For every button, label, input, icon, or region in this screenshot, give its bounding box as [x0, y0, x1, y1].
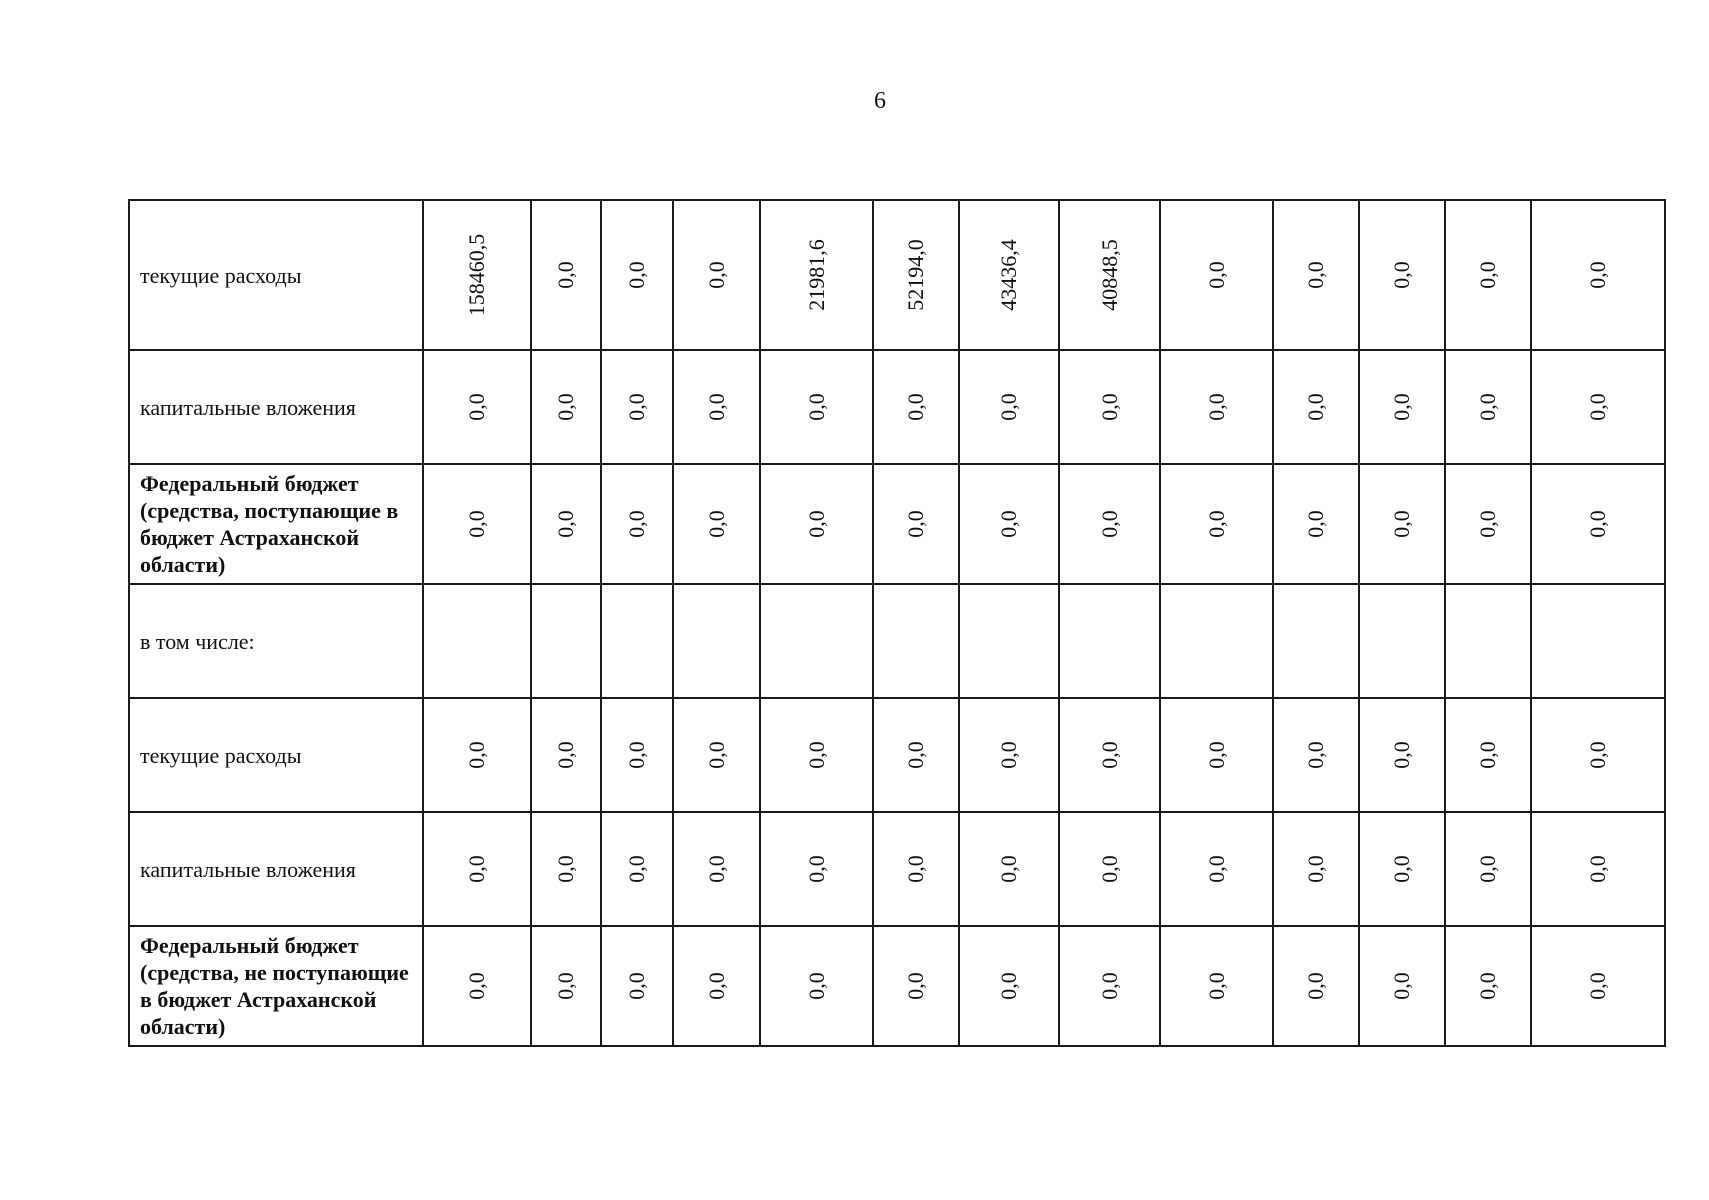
- cell-value: 0,0: [464, 855, 489, 883]
- value-cell: [1445, 584, 1531, 698]
- cell-value: 0,0: [1389, 972, 1414, 1000]
- value-cell: [601, 584, 673, 698]
- cell-value: 0,0: [1203, 741, 1229, 769]
- value-cell: [601, 350, 673, 464]
- cell-value: 0,0: [1203, 510, 1229, 538]
- cell-value: 0,0: [1389, 393, 1414, 421]
- value-cell: [531, 200, 601, 350]
- value-cell: [601, 464, 673, 584]
- cell-value: 0,0: [553, 741, 578, 769]
- cell-value: 0,0: [1203, 261, 1229, 289]
- table-row: [129, 698, 1665, 812]
- value-cell: [873, 584, 959, 698]
- value-cell: [1059, 200, 1160, 350]
- cell-value: 0,0: [903, 972, 928, 1000]
- value-cell: [1273, 584, 1359, 698]
- cell-value: 0,0: [1389, 741, 1414, 769]
- cell-value: 0,0: [803, 855, 829, 883]
- cell-value: 0,0: [1585, 855, 1610, 883]
- value-cell: [959, 926, 1059, 1046]
- cell-value: 52194,0: [903, 239, 928, 311]
- table-row: [129, 584, 1665, 698]
- cell-value: 43436,4: [996, 239, 1021, 311]
- cell-value: 0,0: [1475, 741, 1500, 769]
- value-cell: [760, 698, 873, 812]
- row-label: Федеральный бюджет (средства, не поступающие в бюджет Астраханской области): [129, 926, 423, 1046]
- value-cell: [1531, 464, 1665, 584]
- value-cell: [1160, 698, 1273, 812]
- value-cell: [1359, 698, 1445, 812]
- value-cell: [673, 200, 760, 350]
- value-cell: [873, 350, 959, 464]
- value-cell: [760, 464, 873, 584]
- budget-table: [128, 199, 1666, 1047]
- value-cell: [1359, 584, 1445, 698]
- value-cell: [1059, 350, 1160, 464]
- cell-value: 0,0: [703, 972, 729, 1000]
- value-cell: [423, 464, 531, 584]
- value-cell: [1531, 926, 1665, 1046]
- value-cell: [1273, 812, 1359, 926]
- cell-value: 0,0: [1096, 510, 1122, 538]
- value-cell: [601, 200, 673, 350]
- value-cell: [1273, 350, 1359, 464]
- value-cell: [1273, 698, 1359, 812]
- value-cell: [673, 926, 760, 1046]
- cell-value: 0,0: [1303, 393, 1328, 421]
- cell-value: 0,0: [1585, 741, 1610, 769]
- value-cell: [959, 464, 1059, 584]
- value-cell: [423, 926, 531, 1046]
- cell-value: 0,0: [1475, 261, 1500, 289]
- row-label: Федеральный бюджет (средства, поступающие в бюджет Астраханской области): [129, 464, 423, 584]
- value-cell: [959, 698, 1059, 812]
- value-cell: [673, 350, 760, 464]
- cell-value: 158460,5: [464, 233, 489, 317]
- value-cell: [1531, 812, 1665, 926]
- value-cell: [1359, 812, 1445, 926]
- value-cell: [1359, 350, 1445, 464]
- value-cell: [673, 698, 760, 812]
- cell-value: 0,0: [1303, 855, 1328, 883]
- value-cell: [1445, 350, 1531, 464]
- value-cell: [1445, 926, 1531, 1046]
- value-cell: [873, 200, 959, 350]
- value-cell: [873, 812, 959, 926]
- cell-value: 0,0: [996, 510, 1021, 538]
- table-body: [129, 200, 1665, 1046]
- value-cell: [959, 584, 1059, 698]
- row-label: текущие расходы: [129, 698, 423, 812]
- table-row: [129, 926, 1665, 1046]
- value-cell: [760, 812, 873, 926]
- cell-value: 0,0: [624, 972, 649, 1000]
- cell-value: 40848,5: [1096, 239, 1122, 311]
- cell-value: 0,0: [1585, 261, 1610, 289]
- cell-value: 0,0: [996, 972, 1021, 1000]
- value-cell: [1273, 200, 1359, 350]
- value-cell: [1531, 698, 1665, 812]
- cell-value: 0,0: [1475, 510, 1500, 538]
- value-cell: [1359, 200, 1445, 350]
- cell-value: 0,0: [996, 855, 1021, 883]
- value-cell: [673, 464, 760, 584]
- value-cell: [1160, 200, 1273, 350]
- value-cell: [1059, 926, 1160, 1046]
- cell-value: 0,0: [803, 741, 829, 769]
- cell-value: 0,0: [464, 510, 489, 538]
- cell-value: 0,0: [624, 393, 649, 421]
- row-label: в том числе:: [129, 584, 423, 698]
- cell-value: 0,0: [1475, 393, 1500, 421]
- cell-value: 0,0: [703, 261, 729, 289]
- value-cell: [423, 584, 531, 698]
- value-cell: [1160, 926, 1273, 1046]
- cell-value: 0,0: [1389, 261, 1414, 289]
- value-cell: [601, 698, 673, 812]
- cell-value: 0,0: [1203, 393, 1229, 421]
- value-cell: [1160, 584, 1273, 698]
- cell-value: 0,0: [624, 261, 649, 289]
- cell-value: 0,0: [1475, 855, 1500, 883]
- cell-value: 0,0: [1303, 741, 1328, 769]
- table-row: [129, 350, 1665, 464]
- value-cell: [601, 926, 673, 1046]
- row-label: текущие расходы: [129, 200, 423, 350]
- cell-value: 0,0: [624, 855, 649, 883]
- cell-value: 0,0: [464, 972, 489, 1000]
- cell-value: 0,0: [903, 741, 928, 769]
- cell-value: 0,0: [1096, 741, 1122, 769]
- cell-value: 0,0: [624, 510, 649, 538]
- value-cell: [959, 350, 1059, 464]
- value-cell: [1160, 464, 1273, 584]
- value-cell: [531, 812, 601, 926]
- value-cell: [1445, 200, 1531, 350]
- value-cell: [531, 926, 601, 1046]
- cell-value: 0,0: [1389, 855, 1414, 883]
- value-cell: [673, 812, 760, 926]
- value-cell: [873, 464, 959, 584]
- cell-value: 0,0: [1096, 972, 1122, 1000]
- cell-value: 0,0: [553, 510, 578, 538]
- value-cell: [959, 200, 1059, 350]
- cell-value: 0,0: [803, 393, 829, 421]
- value-cell: [873, 926, 959, 1046]
- table-row: [129, 464, 1665, 584]
- cell-value: 0,0: [1203, 855, 1229, 883]
- value-cell: [601, 812, 673, 926]
- value-cell: [1531, 350, 1665, 464]
- value-cell: [531, 464, 601, 584]
- value-cell: [760, 350, 873, 464]
- cell-value: 0,0: [1203, 972, 1229, 1000]
- value-cell: [1531, 584, 1665, 698]
- cell-value: 0,0: [553, 972, 578, 1000]
- value-cell: [1059, 812, 1160, 926]
- value-cell: [531, 584, 601, 698]
- cell-value: 0,0: [1585, 393, 1610, 421]
- value-cell: [423, 350, 531, 464]
- cell-value: 0,0: [553, 855, 578, 883]
- value-cell: [1160, 812, 1273, 926]
- cell-value: 0,0: [1303, 261, 1328, 289]
- value-cell: [531, 698, 601, 812]
- value-cell: [423, 698, 531, 812]
- value-cell: [1445, 698, 1531, 812]
- value-cell: [1531, 200, 1665, 350]
- value-cell: [1359, 926, 1445, 1046]
- cell-value: 0,0: [464, 393, 489, 421]
- row-label: капитальные вложения: [129, 350, 423, 464]
- cell-value: 0,0: [703, 741, 729, 769]
- cell-value: 0,0: [1389, 510, 1414, 538]
- cell-value: 0,0: [703, 393, 729, 421]
- value-cell: [531, 350, 601, 464]
- cell-value: 0,0: [464, 741, 489, 769]
- page-number: 6: [874, 88, 886, 114]
- cell-value: 0,0: [803, 972, 829, 1000]
- table-row: [129, 200, 1665, 350]
- cell-value: 0,0: [1303, 510, 1328, 538]
- cell-value: 0,0: [996, 741, 1021, 769]
- cell-value: 0,0: [624, 741, 649, 769]
- cell-value: 0,0: [1096, 393, 1122, 421]
- cell-value: 0,0: [703, 855, 729, 883]
- value-cell: [760, 926, 873, 1046]
- value-cell: [1059, 464, 1160, 584]
- value-cell: [1273, 926, 1359, 1046]
- value-cell: [1445, 812, 1531, 926]
- cell-value: 0,0: [996, 393, 1021, 421]
- value-cell: [423, 200, 531, 350]
- cell-value: 0,0: [903, 393, 928, 421]
- cell-value: 0,0: [553, 393, 578, 421]
- value-cell: [760, 584, 873, 698]
- value-cell: [1160, 350, 1273, 464]
- value-cell: [1059, 584, 1160, 698]
- table-row: [129, 812, 1665, 926]
- cell-value: 0,0: [1475, 972, 1500, 1000]
- cell-value: 0,0: [1585, 510, 1610, 538]
- value-cell: [1273, 464, 1359, 584]
- value-cell: [873, 698, 959, 812]
- cell-value: 0,0: [903, 510, 928, 538]
- cell-value: 21981,6: [803, 239, 829, 311]
- cell-value: 0,0: [553, 261, 578, 289]
- row-label: капитальные вложения: [129, 812, 423, 926]
- value-cell: [1445, 464, 1531, 584]
- cell-value: 0,0: [903, 855, 928, 883]
- value-cell: [1359, 464, 1445, 584]
- value-cell: [1059, 698, 1160, 812]
- cell-value: 0,0: [703, 510, 729, 538]
- cell-value: 0,0: [803, 510, 829, 538]
- cell-value: 0,0: [1303, 972, 1328, 1000]
- cell-value: 0,0: [1096, 855, 1122, 883]
- value-cell: [423, 812, 531, 926]
- value-cell: [959, 812, 1059, 926]
- cell-value: 0,0: [1585, 972, 1610, 1000]
- value-cell: [760, 200, 873, 350]
- value-cell: [673, 584, 760, 698]
